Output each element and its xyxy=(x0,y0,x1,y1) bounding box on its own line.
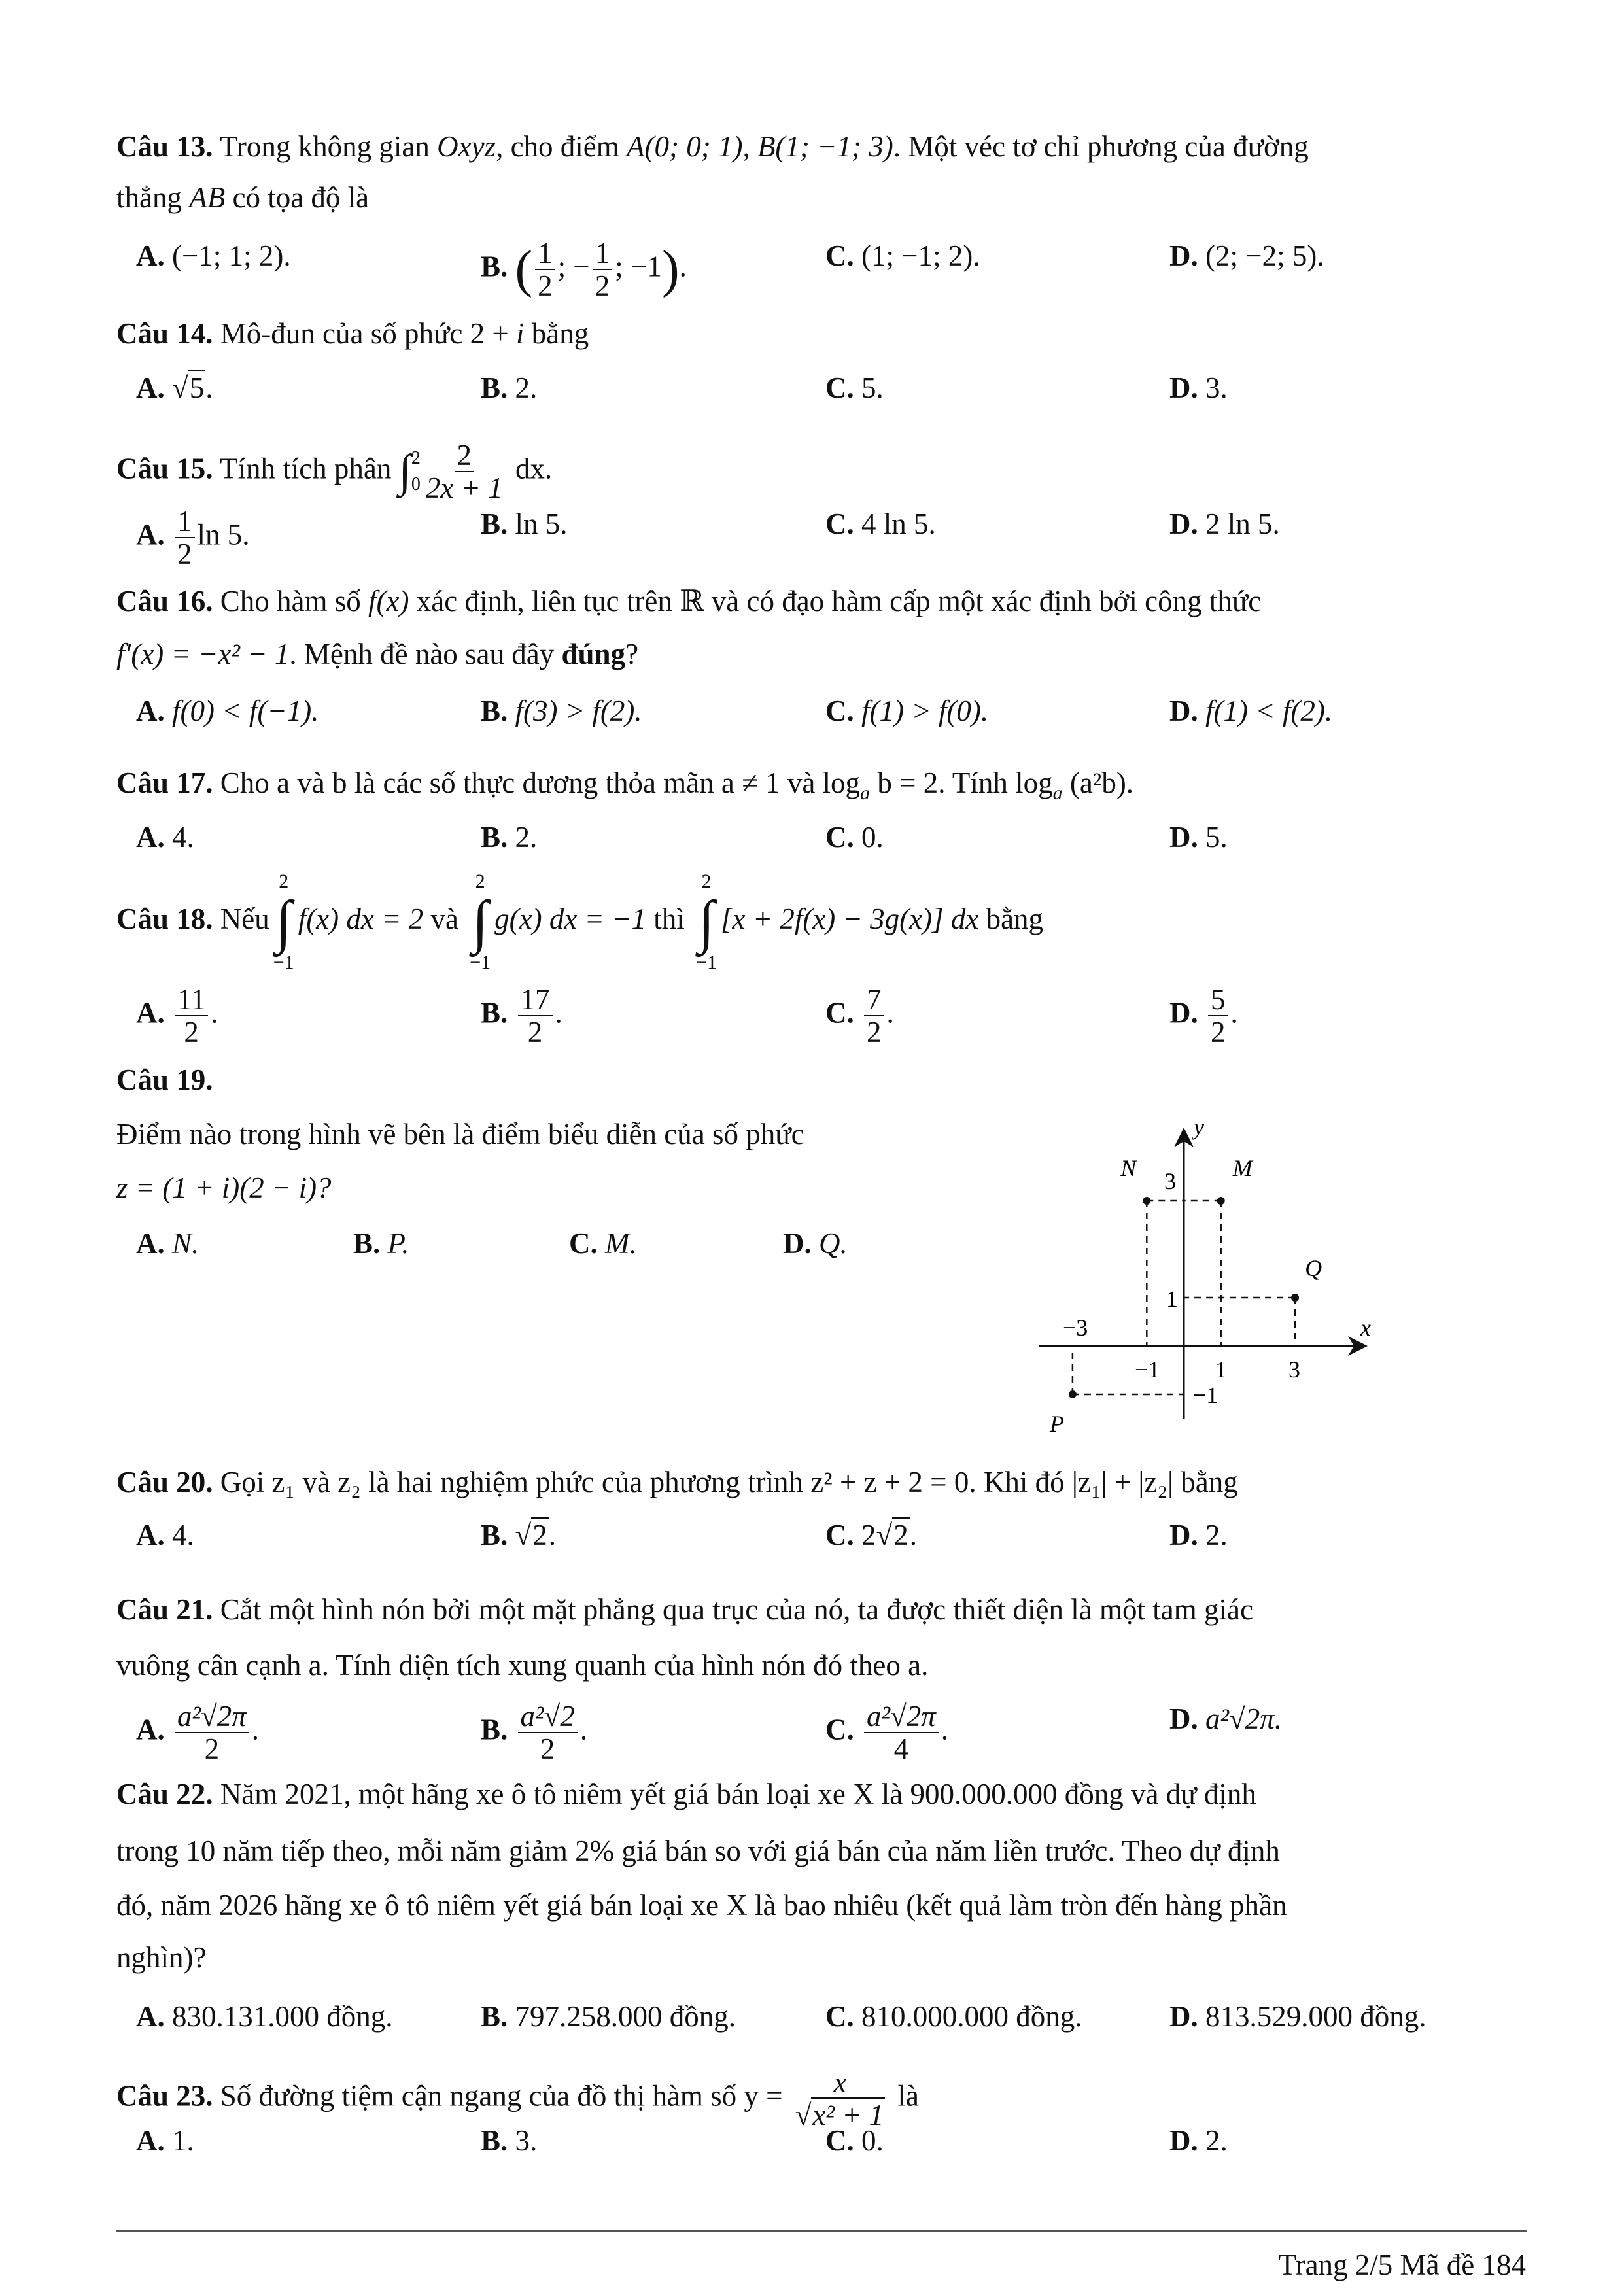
option-a[interactable]: A. $\frac{\text{a²√2π}}{2}$ . xyxy=(136,1700,259,1765)
option-d[interactable] xyxy=(1169,819,1228,855)
denominator: 2 xyxy=(540,1733,555,1765)
denominator: 2 xyxy=(595,269,610,302)
fraction xyxy=(864,984,884,1048)
question-label: Câu 21. xyxy=(116,1593,213,1626)
option-text: (−1; 1; 2). xyxy=(172,239,291,272)
tick-y-1: 1 xyxy=(1166,1286,1178,1312)
denominator: √x² + 1 xyxy=(795,2099,884,2131)
coefficient: 2 xyxy=(861,1519,876,1551)
option-text: P. xyxy=(387,1227,409,1260)
numerator: a²√2 xyxy=(518,1700,578,1733)
option-c[interactable]: C. $\frac{\text{a²√2π}}{4}$ . xyxy=(825,1700,948,1765)
option-text: 813.529.000 đồng. xyxy=(1205,2000,1426,2033)
option-b[interactable] xyxy=(481,2122,537,2159)
option-letter: D. xyxy=(1169,1702,1198,1735)
option-b[interactable] xyxy=(481,237,687,302)
option-letter: D. xyxy=(1169,821,1198,854)
option-letter: D. xyxy=(1169,371,1198,404)
text: dx. xyxy=(515,452,553,485)
lower-bound: 0 xyxy=(411,474,421,494)
option-letter: A. xyxy=(136,371,165,404)
text: . xyxy=(679,250,687,283)
option-letter: B. xyxy=(481,1519,508,1551)
option-letter: A. xyxy=(136,1519,165,1551)
question-22-stem xyxy=(116,1776,1256,1812)
option-letter: C. xyxy=(569,1227,598,1260)
question-21-stem xyxy=(116,1591,1253,1628)
math: i xyxy=(515,317,525,350)
option-d[interactable] xyxy=(1169,1700,1282,1737)
option-b[interactable]: B. √2. xyxy=(481,1519,556,1551)
fraction xyxy=(593,237,613,302)
question-13-stem-line2 xyxy=(116,179,369,216)
option-text: 3. xyxy=(1205,371,1228,404)
fraction xyxy=(518,984,553,1048)
question-label: Câu 20. xyxy=(116,1466,213,1498)
option-text: 797.258.000 đồng. xyxy=(515,2000,736,2033)
text: Mô-đun của số phức 2 + xyxy=(220,317,516,350)
subscript: a xyxy=(860,782,871,804)
text: Số đường tiệm cận ngang của đồ thị hàm số y = xyxy=(220,2079,783,2113)
question-20-stem xyxy=(116,1464,1238,1500)
paren: ( xyxy=(515,241,533,298)
option-letter: B. xyxy=(353,1227,381,1260)
option-text: Q. xyxy=(819,1227,848,1260)
radicand: 2 xyxy=(893,1519,908,1551)
text: ; −1 xyxy=(615,250,662,283)
fraction xyxy=(175,984,208,1048)
integral xyxy=(273,871,294,974)
option-letter: A. xyxy=(136,1713,165,1746)
numerator: 17 xyxy=(518,984,553,1016)
option-c[interactable] xyxy=(569,1225,637,1262)
option-letter: B. xyxy=(481,996,508,1029)
point-label-N: N xyxy=(1120,1155,1137,1181)
option-letter: B. xyxy=(481,2000,508,2033)
option-text: (2; −2; 5). xyxy=(1205,239,1324,272)
option-b[interactable] xyxy=(353,1225,409,1262)
numerator: 1 xyxy=(175,506,195,538)
option-text: 4. xyxy=(172,821,194,854)
radicand: 2 xyxy=(532,1519,547,1551)
option-a[interactable] xyxy=(136,819,194,855)
integral-sign: ∫ xyxy=(698,889,715,954)
question-label: Câu 18. xyxy=(116,903,213,935)
question-19-label: Câu 19. xyxy=(116,1063,213,1096)
option-text: f(1) > f(0). xyxy=(861,695,989,727)
text: Năm 2021, một hãng xe ô tô niêm yết giá bán loại xe X là 900.000.000 đồng và dự định xyxy=(220,1778,1256,1810)
page-footer: Trang 2/5 Mã đề 184 xyxy=(1278,2249,1526,2281)
text: bằng xyxy=(524,317,589,350)
denominator: 4 xyxy=(893,1733,909,1765)
text: ; − xyxy=(557,250,590,283)
y-axis-label: y xyxy=(1194,1114,1204,1140)
option-d[interactable] xyxy=(1169,1998,1426,2035)
fraction xyxy=(1208,984,1228,1048)
text: Nếu xyxy=(220,903,269,935)
numerator: 11 xyxy=(175,984,208,1016)
option-c[interactable]: C. $\frac{7}{2}$ . xyxy=(825,983,894,1048)
tick-x-3: 3 xyxy=(1288,1356,1300,1383)
question-label: Câu 15. xyxy=(116,452,213,485)
option-letter: A. xyxy=(136,996,165,1029)
option-letter: C. xyxy=(825,508,854,540)
option-letter: B. xyxy=(481,250,508,283)
tick-x-1: 1 xyxy=(1215,1356,1227,1383)
question-19-stem-line2: z = (1 + i)(2 − i)? xyxy=(116,1171,332,1204)
upper-bound: 2 xyxy=(411,448,421,468)
option-d[interactable]: D. $\frac{5}{2}$ . xyxy=(1169,983,1238,1048)
text: Gọi z₁ và z₂ là hai nghiệm phức của phương trình z² + z + 2 = 0. Khi đó |z₁| + |z₂| bằng xyxy=(220,1466,1238,1498)
text: Tính tích phân xyxy=(219,452,392,485)
lower-bound: −1 xyxy=(273,951,294,973)
option-letter: D. xyxy=(1169,239,1198,272)
fraction xyxy=(864,1700,939,1765)
point-label-P: P xyxy=(1049,1411,1064,1437)
fraction xyxy=(518,1700,578,1765)
question-label: Câu 22. xyxy=(116,1778,213,1810)
option-letter: D. xyxy=(1169,996,1198,1029)
option-letter: C. xyxy=(825,239,854,272)
point-N xyxy=(1143,1197,1150,1205)
option-c[interactable] xyxy=(825,370,884,406)
tick-x-neg3: −3 xyxy=(1063,1315,1088,1341)
question-14-stem xyxy=(116,315,589,352)
option-text: 2. xyxy=(515,821,538,854)
integral-bounds xyxy=(411,445,421,498)
numerator: 1 xyxy=(535,237,555,270)
option-c[interactable] xyxy=(825,1998,1082,2035)
option-text: f(1) < f(2). xyxy=(1205,695,1333,727)
text: thẳng xyxy=(116,181,190,214)
option-b[interactable]: B. $\frac{17}{2}$ . xyxy=(481,983,562,1048)
fraction xyxy=(175,1700,249,1765)
math: f(x) xyxy=(368,585,409,617)
option-text: (1; −1; 2). xyxy=(861,239,980,272)
lower-bound: −1 xyxy=(470,951,491,973)
text: Trong không gian xyxy=(219,130,438,163)
footer-divider xyxy=(116,2230,1527,2232)
option-text: 3. xyxy=(515,2124,538,2157)
question-22-stem-line4: nghìn)? xyxy=(116,1941,207,1974)
text: bằng xyxy=(978,903,1044,935)
option-b[interactable] xyxy=(481,819,537,855)
numerator: 1 xyxy=(593,237,613,270)
option-letter: A. xyxy=(136,695,165,727)
option-letter: D. xyxy=(1169,1519,1198,1551)
option-c[interactable] xyxy=(825,2122,884,2159)
option-a[interactable]: A. $\frac{11}{2}$ . xyxy=(136,983,218,1048)
fraction xyxy=(175,506,195,570)
math: f(x) dx = 2 xyxy=(298,903,424,935)
option-text: 2 ln 5. xyxy=(1205,508,1280,540)
option-a[interactable] xyxy=(136,2122,194,2159)
question-22-stem-line3: đó, năm 2026 hãng xe ô tô niêm yết giá bán loại xe X là bao nhiêu (kết quả làm tròn đến hàng phần xyxy=(116,1889,1287,1922)
option-text: 5. xyxy=(861,371,884,404)
option-letter: C. xyxy=(825,821,854,854)
math: AB xyxy=(189,181,226,214)
option-letter: C. xyxy=(825,1519,854,1551)
point-P xyxy=(1069,1390,1077,1398)
point-label-Q: Q xyxy=(1305,1255,1322,1281)
option-text: ln 5. xyxy=(515,508,568,540)
option-b[interactable] xyxy=(481,1998,736,2035)
text: (a²b). xyxy=(1062,767,1134,799)
integral xyxy=(696,871,717,974)
question-label: Câu 13. xyxy=(116,130,213,163)
denominator: 2 xyxy=(527,1016,543,1048)
option-letter: A. xyxy=(136,239,165,272)
option-letter: C. xyxy=(825,996,854,1029)
emphasis: đúng xyxy=(561,638,626,670)
denominator: 2x + 1 xyxy=(425,472,503,504)
numerator: a²√2π xyxy=(864,1700,939,1733)
option-c[interactable] xyxy=(825,506,936,542)
numerator: a²√2π xyxy=(175,1700,249,1733)
denominator: 2 xyxy=(1211,1016,1226,1048)
option-letter: C. xyxy=(825,1713,854,1746)
option-text: 1. xyxy=(172,2124,194,2157)
option-letter: A. xyxy=(136,2000,165,2033)
option-letter: B. xyxy=(481,508,508,540)
option-text: 830.131.000 đồng. xyxy=(172,2000,393,2033)
paren: ) xyxy=(661,241,680,298)
option-c[interactable]: C. 2√2. xyxy=(825,1519,917,1551)
question-16-stem-line2 xyxy=(116,636,638,672)
option-d[interactable] xyxy=(1169,506,1280,542)
radicand: 5 xyxy=(189,371,205,404)
option-d[interactable] xyxy=(1169,1517,1228,1553)
option-text: 4. xyxy=(172,1519,194,1551)
upper-bound: 2 xyxy=(701,870,712,892)
question-label: Câu 17. xyxy=(116,767,213,799)
math: f′(x) = −x² − 1 xyxy=(116,638,290,670)
tick-y-neg1: −1 xyxy=(1193,1382,1218,1408)
option-letter: A. xyxy=(136,821,165,854)
option-a[interactable] xyxy=(136,506,250,570)
option-a[interactable] xyxy=(136,1517,194,1553)
option-c[interactable] xyxy=(825,237,980,274)
lower-bound: −1 xyxy=(696,951,717,973)
option-letter: A. xyxy=(136,2124,165,2157)
question-15-stem xyxy=(116,440,552,504)
text: Cho hàm số xyxy=(220,585,369,617)
option-d[interactable] xyxy=(1169,693,1332,729)
option-letter: B. xyxy=(481,821,508,854)
question-21-stem-line2: vuông cân cạnh a. Tính diện tích xung quanh của hình nón đó theo a. xyxy=(116,1649,929,1682)
text: ? xyxy=(625,638,639,670)
option-text: 5. xyxy=(1205,821,1228,854)
option-text: 0. xyxy=(861,821,884,854)
tick-y-3: 3 xyxy=(1164,1168,1176,1194)
option-a[interactable]: A. √5. xyxy=(136,371,213,404)
integral xyxy=(470,871,491,974)
option-letter: B. xyxy=(481,371,508,404)
option-text: 0. xyxy=(861,2124,884,2157)
option-text: 810.000.000 đồng. xyxy=(861,2000,1082,2033)
question-13-stem xyxy=(116,128,1309,165)
denominator: 2 xyxy=(538,269,553,302)
option-text: 4 ln 5. xyxy=(861,508,936,540)
fraction xyxy=(793,2067,888,2131)
math: Oxyz xyxy=(437,130,496,163)
option-a[interactable] xyxy=(136,693,319,729)
point-label-M: M xyxy=(1232,1155,1253,1181)
option-text: ln 5. xyxy=(197,518,250,551)
option-b[interactable] xyxy=(481,506,568,542)
question-22-stem-line2: trong 10 năm tiếp theo, mỗi năm giảm 2% giá bán so với giá bán của năm liền trước. Theo dự định xyxy=(116,1835,1280,1867)
question-label: Câu 14. xyxy=(116,317,213,350)
numerator: 7 xyxy=(864,984,884,1016)
denominator: 2 xyxy=(867,1016,882,1048)
denominator: 2 xyxy=(204,1733,220,1765)
text: xác định, liên tục trên ℝ và có đạo hàm cấp một xác định bởi công thức xyxy=(409,585,1262,617)
subscript: a xyxy=(1052,782,1063,804)
option-letter: A. xyxy=(136,1227,165,1260)
option-b[interactable] xyxy=(481,693,642,729)
option-letter: C. xyxy=(825,2124,854,2157)
option-letter: A. xyxy=(136,518,165,551)
denominator: 2 xyxy=(184,1016,199,1048)
question-17-stem xyxy=(116,765,1133,812)
option-d[interactable] xyxy=(1169,237,1324,274)
x-axis-label: x xyxy=(1360,1315,1371,1341)
text: b = 2. Tính log xyxy=(870,767,1053,799)
option-b[interactable]: B. $\frac{\text{a²√2}}{2}$ . xyxy=(481,1700,587,1765)
option-letter: B. xyxy=(481,2124,508,2157)
integral-sign: ∫ xyxy=(398,446,411,496)
option-letter: B. xyxy=(481,695,508,727)
option-text: f(0) < f(−1). xyxy=(172,695,319,727)
option-letter: D. xyxy=(783,1227,812,1260)
radicand: x² + 1 xyxy=(812,2099,884,2131)
option-text: N. xyxy=(172,1227,199,1260)
tick-x-neg1: −1 xyxy=(1135,1356,1160,1383)
math: A(0; 0; 1), B(1; −1; 3) xyxy=(627,130,893,163)
upper-bound: 2 xyxy=(279,870,289,892)
option-b[interactable] xyxy=(481,370,537,406)
question-label: Câu 16. xyxy=(116,585,213,617)
option-letter: B. xyxy=(481,1713,508,1746)
fraction xyxy=(423,440,506,504)
option-a[interactable] xyxy=(136,237,291,274)
option-letter: D. xyxy=(1169,2000,1198,2033)
fraction xyxy=(535,237,555,302)
option-text: M. xyxy=(605,1227,637,1260)
text: . Mệnh đề nào sau đây xyxy=(289,638,562,670)
option-d[interactable] xyxy=(1169,370,1228,406)
math: [x + 2f(x) − 3g(x)] dx xyxy=(720,903,979,935)
option-text: a²√2π. xyxy=(1205,1702,1282,1735)
numerator: 2 xyxy=(455,440,475,472)
point-M xyxy=(1217,1197,1225,1205)
text: là xyxy=(897,2079,919,2113)
option-text: 2. xyxy=(1205,2124,1228,2157)
question-18-stem xyxy=(116,870,1043,974)
text: và xyxy=(423,903,466,935)
option-letter: D. xyxy=(1169,695,1198,727)
numerator: x xyxy=(831,2067,850,2099)
upper-bound: 2 xyxy=(475,870,485,892)
question-19-stem: Điểm nào trong hình vẽ bên là điểm biểu diễn của số phức xyxy=(116,1118,804,1150)
text: Cho a và b là các số thực dương thỏa mãn a ≠ 1 và log xyxy=(220,767,861,799)
integral-sign: ∫ xyxy=(275,889,292,954)
numerator: 5 xyxy=(1208,984,1228,1016)
math: g(x) dx = −1 xyxy=(494,903,647,935)
option-letter: D. xyxy=(1169,2124,1198,2157)
denominator: 2 xyxy=(177,538,192,570)
question-23-stem xyxy=(116,2067,919,2131)
option-letter: C. xyxy=(825,695,854,727)
option-letter: C. xyxy=(825,371,854,404)
option-c[interactable] xyxy=(825,819,884,855)
complex-plane-figure xyxy=(1033,1099,1504,1452)
question-16-stem xyxy=(116,583,1261,619)
option-letter: D. xyxy=(1169,508,1198,540)
option-text: f(3) > f(2). xyxy=(515,695,642,727)
option-d[interactable] xyxy=(783,1225,848,1262)
integral-sign: ∫ xyxy=(472,889,489,954)
text: thì xyxy=(646,903,693,935)
option-text: 2. xyxy=(1205,1519,1228,1551)
point-Q xyxy=(1291,1294,1299,1302)
option-letter: C. xyxy=(825,2000,854,2033)
option-a[interactable] xyxy=(136,1225,199,1262)
text: Cắt một hình nón bởi một mặt phẳng qua trục của nó, ta được thiết diện là một tam giác xyxy=(220,1593,1253,1626)
option-c[interactable] xyxy=(825,693,988,729)
text: có tọa độ là xyxy=(225,181,370,214)
option-d[interactable] xyxy=(1169,2122,1228,2159)
text: , cho điểm xyxy=(496,130,627,163)
option-a[interactable] xyxy=(136,1998,393,2035)
text: . Một véc tơ chỉ phương của đường xyxy=(893,130,1309,163)
option-text: 2. xyxy=(515,371,538,404)
question-label: Câu 23. xyxy=(116,2079,213,2113)
